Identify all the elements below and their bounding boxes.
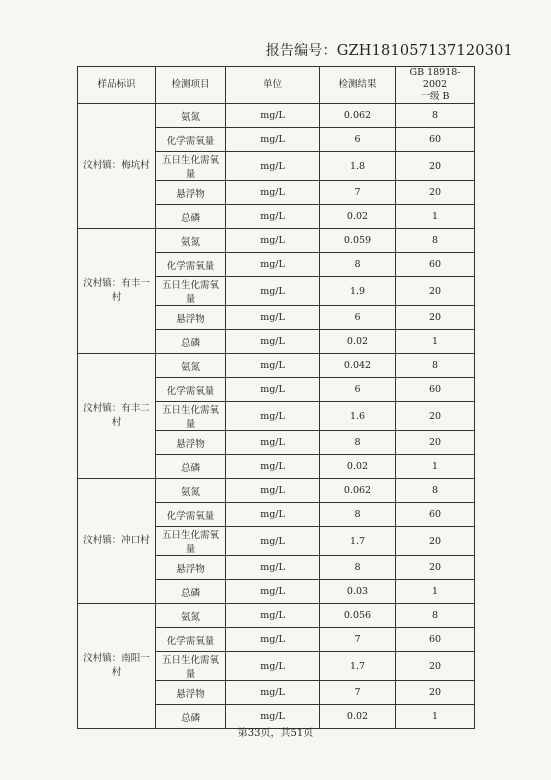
header-item: 检测项目 [156, 67, 226, 104]
unit-cell: mg/L [226, 628, 320, 652]
limit-cell: 60 [396, 378, 475, 402]
result-cell: 1.7 [320, 527, 396, 556]
unit-cell: mg/L [226, 455, 320, 479]
header-unit: 单位 [226, 67, 320, 104]
unit-cell: mg/L [226, 705, 320, 729]
item-cell: 氨氮 [156, 104, 226, 128]
item-cell: 悬浮物 [156, 181, 226, 205]
unit-cell: mg/L [226, 253, 320, 277]
unit-cell: mg/L [226, 104, 320, 128]
header-row [78, 67, 475, 104]
header-result: 检测结果 [320, 67, 396, 104]
item-cell: 五日生化需氧量 [156, 527, 226, 556]
unit-cell: mg/L [226, 652, 320, 681]
unit-cell: mg/L [226, 431, 320, 455]
limit-cell: 1 [396, 580, 475, 604]
unit-cell: mg/L [226, 330, 320, 354]
item-cell: 总磷 [156, 580, 226, 604]
unit-cell: mg/L [226, 378, 320, 402]
item-cell: 总磷 [156, 705, 226, 729]
item-cell: 五日生化需氧量 [156, 277, 226, 306]
limit-cell: 20 [396, 152, 475, 181]
result-cell: 0.042 [320, 354, 396, 378]
unit-cell: mg/L [226, 152, 320, 181]
unit-cell: mg/L [226, 604, 320, 628]
sample-id-cell: 汶村镇：南阳一村 [78, 604, 156, 729]
unit-cell: mg/L [226, 527, 320, 556]
item-cell: 化学需氧量 [156, 503, 226, 527]
item-cell: 悬浮物 [156, 681, 226, 705]
unit-cell: mg/L [226, 402, 320, 431]
limit-cell: 8 [396, 229, 475, 253]
result-cell: 8 [320, 503, 396, 527]
limit-cell: 8 [396, 354, 475, 378]
limit-cell: 20 [396, 556, 475, 580]
result-cell: 6 [320, 306, 396, 330]
item-cell: 总磷 [156, 205, 226, 229]
result-cell: 7 [320, 628, 396, 652]
unit-cell: mg/L [226, 354, 320, 378]
result-cell: 0.056 [320, 604, 396, 628]
result-cell: 0.02 [320, 455, 396, 479]
unit-cell: mg/L [226, 306, 320, 330]
result-cell: 1.6 [320, 402, 396, 431]
limit-cell: 20 [396, 402, 475, 431]
report-number [266, 40, 513, 60]
result-cell: 7 [320, 681, 396, 705]
unit-cell: mg/L [226, 580, 320, 604]
sample-id-cell: 汶村镇：有丰二村 [78, 354, 156, 479]
item-cell: 五日生化需氧量 [156, 152, 226, 181]
results-table [77, 66, 475, 729]
unit-cell: mg/L [226, 205, 320, 229]
item-cell: 悬浮物 [156, 306, 226, 330]
table-header [78, 67, 475, 104]
limit-cell: 8 [396, 604, 475, 628]
unit-cell: mg/L [226, 229, 320, 253]
page-number: 第33页，共51页 [237, 728, 314, 739]
result-cell: 0.02 [320, 705, 396, 729]
item-cell: 五日生化需氧量 [156, 652, 226, 681]
result-cell: 0.059 [320, 229, 396, 253]
limit-cell: 20 [396, 681, 475, 705]
unit-cell: mg/L [226, 479, 320, 503]
limit-cell: 20 [396, 306, 475, 330]
limit-cell: 8 [396, 479, 475, 503]
header-sample: 样品标识 [78, 67, 156, 104]
table-body [78, 104, 475, 729]
table-row [78, 104, 475, 128]
limit-cell: 1 [396, 205, 475, 229]
limit-cell: 20 [396, 181, 475, 205]
result-cell: 8 [320, 431, 396, 455]
unit-cell: mg/L [226, 681, 320, 705]
item-cell: 氨氮 [156, 229, 226, 253]
result-cell: 0.062 [320, 479, 396, 503]
item-cell: 五日生化需氧量 [156, 402, 226, 431]
item-cell: 化学需氧量 [156, 628, 226, 652]
unit-cell: mg/L [226, 556, 320, 580]
table-row [78, 604, 475, 628]
result-cell: 1.8 [320, 152, 396, 181]
item-cell: 氨氮 [156, 479, 226, 503]
limit-cell: 20 [396, 431, 475, 455]
item-cell: 悬浮物 [156, 556, 226, 580]
item-cell: 悬浮物 [156, 431, 226, 455]
result-cell: 0.062 [320, 104, 396, 128]
limit-cell: 20 [396, 527, 475, 556]
result-cell: 1.9 [320, 277, 396, 306]
limit-cell: 8 [396, 104, 475, 128]
sample-id-cell: 汶村镇：冲口村 [78, 479, 156, 604]
item-cell: 氨氮 [156, 354, 226, 378]
limit-cell: 1 [396, 705, 475, 729]
result-cell: 6 [320, 378, 396, 402]
limit-cell: 1 [396, 455, 475, 479]
limit-cell: 20 [396, 277, 475, 306]
item-cell: 氨氮 [156, 604, 226, 628]
result-cell: 0.02 [320, 330, 396, 354]
sample-id-cell: 汶村镇：有丰一村 [78, 229, 156, 354]
unit-cell: mg/L [226, 503, 320, 527]
report-number-value: GZH181057137120301 [336, 43, 513, 59]
table-row [78, 479, 475, 503]
item-cell: 化学需氧量 [156, 378, 226, 402]
item-cell: 总磷 [156, 455, 226, 479]
limit-cell: 60 [396, 628, 475, 652]
limit-cell: 1 [396, 330, 475, 354]
unit-cell: mg/L [226, 128, 320, 152]
result-cell: 0.03 [320, 580, 396, 604]
table-row [78, 229, 475, 253]
report-number-label: 报告编号： [265, 43, 337, 59]
item-cell: 化学需氧量 [156, 128, 226, 152]
sample-id-cell: 汶村镇：梅坑村 [78, 104, 156, 229]
item-cell: 化学需氧量 [156, 253, 226, 277]
result-cell: 8 [320, 556, 396, 580]
result-cell: 7 [320, 181, 396, 205]
unit-cell: mg/L [226, 181, 320, 205]
result-cell: 0.02 [320, 205, 396, 229]
limit-cell: 60 [396, 503, 475, 527]
result-cell: 6 [320, 128, 396, 152]
unit-cell: mg/L [226, 277, 320, 306]
result-cell: 1.7 [320, 652, 396, 681]
table-row [78, 354, 475, 378]
result-cell: 8 [320, 253, 396, 277]
limit-cell: 20 [396, 652, 475, 681]
header-standard: GB 18918-2002 一级 B [396, 67, 475, 104]
limit-cell: 60 [396, 128, 475, 152]
limit-cell: 60 [396, 253, 475, 277]
item-cell: 总磷 [156, 330, 226, 354]
